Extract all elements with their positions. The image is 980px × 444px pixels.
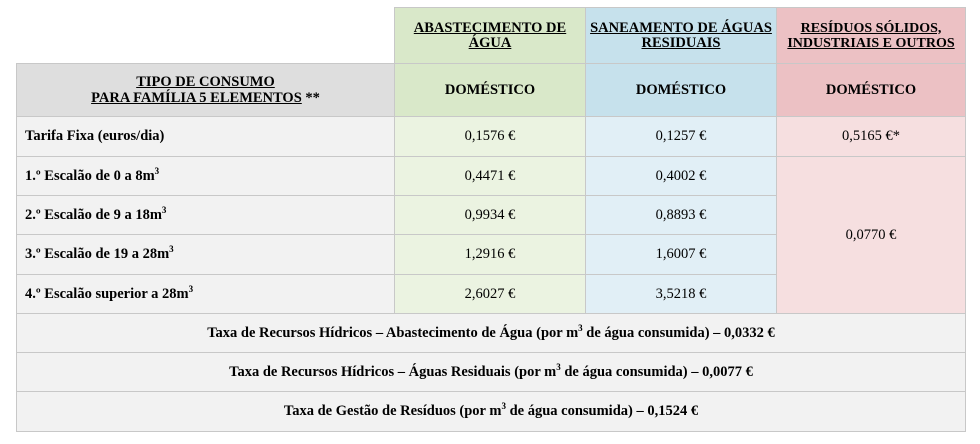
header-domestico-residuos: DOMÉSTICO — [777, 64, 966, 117]
value-agua: 0,1576 € — [395, 117, 586, 157]
table-row — [17, 117, 966, 157]
row-label: 1.º Escalão de 0 a $8m^3$ — [17, 157, 395, 196]
tax-row — [17, 392, 966, 432]
row-label: 2.º Escalão de 9 a $18m^3$ — [17, 196, 395, 235]
header-tipo-consumo-line1: TIPO DE CONSUMO — [136, 74, 275, 90]
row-label: Tarifa Fixa (euros/dia) — [17, 117, 395, 157]
tax-recursos-hidricos-abastecimento: Taxa de Recursos Hídricos – Abastecimento de Água (por $m^3$ de água consumida) – 0,0332 € — [17, 314, 966, 353]
header-residuos: RESÍDUOS SÓLIDOS, INDUSTRIAIS E OUTROS — [777, 8, 966, 64]
value-saneamento: 0,4002 € — [586, 157, 777, 196]
tax-recursos-hidricos-residuais: Taxa de Recursos Hídricos – Águas Residuais (por $m^3$ de água consumida) – 0,0077 € — [17, 353, 966, 392]
service-header-row — [17, 8, 966, 64]
header-saneamento: SANEAMENTO DE ÁGUAS RESIDUAIS — [586, 8, 777, 64]
value-saneamento: 0,1257 € — [586, 117, 777, 157]
header-abastecimento-agua: ABASTECIMENTO DE ÁGUA — [395, 8, 586, 64]
tax-row — [17, 353, 966, 392]
row-label: 4.º Escalão superior a $28m^3$ — [17, 275, 395, 314]
value-saneamento: 3,5218 € — [586, 275, 777, 314]
value-agua: 0,4471 € — [395, 157, 586, 196]
value-residuos: 0,5165 €* — [777, 117, 966, 157]
value-saneamento: 0,8893 € — [586, 196, 777, 235]
value-residuos-escaloes: 0,0770 € — [777, 157, 966, 314]
value-agua: 2,6027 € — [395, 275, 586, 314]
consumption-type-header-row — [17, 64, 966, 117]
header-domestico-saneamento: DOMÉSTICO — [586, 64, 777, 117]
tax-row — [17, 314, 966, 353]
tariff-table — [16, 7, 966, 432]
header-tipo-consumo-line2: PARA FAMÍLIA 5 ELEMENTOS — [91, 90, 302, 106]
header-tipo-consumo-suffix: ** — [301, 90, 320, 106]
header-tipo-consumo — [17, 64, 395, 117]
value-saneamento: 1,6007 € — [586, 235, 777, 275]
header-domestico-agua: DOMÉSTICO — [395, 64, 586, 117]
blank-corner-cell — [17, 8, 395, 64]
value-agua: 0,9934 € — [395, 196, 586, 235]
table-row — [17, 157, 966, 196]
value-agua: 1,2916 € — [395, 235, 586, 275]
tax-gestao-residuos: Taxa de Gestão de Resíduos (por $m^3$ de água consumida) – 0,1524 € — [17, 392, 966, 432]
row-label: 3.º Escalão de 19 a $28m^3$ — [17, 235, 395, 275]
